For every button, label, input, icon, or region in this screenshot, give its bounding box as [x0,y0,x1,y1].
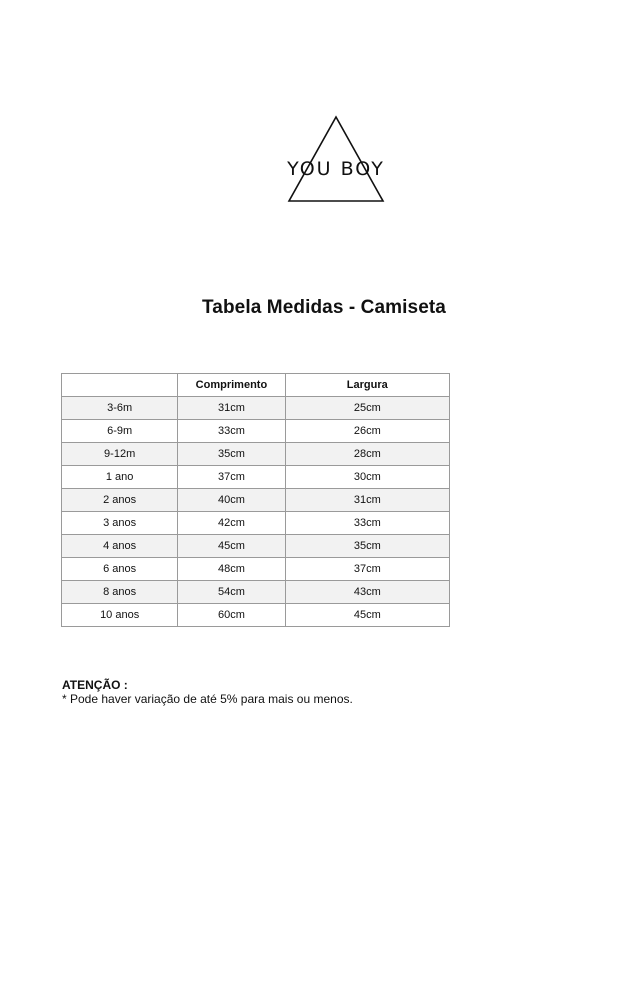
comprimento-cell: 60cm [178,604,285,627]
page-title: Tabela Medidas - Camiseta [202,297,446,318]
brand-logo [284,114,388,204]
comprimento-cell: 45cm [178,535,285,558]
table-row [62,443,450,466]
largura-cell: 31cm [285,489,449,512]
largura-cell: 37cm [285,558,449,581]
attention-note [62,678,353,706]
size-cell: 1 ano [62,466,178,489]
table-row [62,512,450,535]
size-cell: 8 anos [62,581,178,604]
comprimento-cell: 33cm [178,420,285,443]
header-comprimento: Comprimento [178,374,285,397]
comprimento-cell: 37cm [178,466,285,489]
table-row [62,397,450,420]
size-table [61,373,450,627]
comprimento-cell: 31cm [178,397,285,420]
attention-title: ATENÇÃO : [62,678,128,692]
size-cell: 3 anos [62,512,178,535]
comprimento-cell: 48cm [178,558,285,581]
table-row [62,420,450,443]
largura-cell: 30cm [285,466,449,489]
table-row [62,535,450,558]
table-row [62,466,450,489]
largura-cell: 25cm [285,397,449,420]
largura-cell: 45cm [285,604,449,627]
table-header-row [62,374,450,397]
size-cell: 3-6m [62,397,178,420]
comprimento-cell: 42cm [178,512,285,535]
size-cell: 2 anos [62,489,178,512]
size-cell: 4 anos [62,535,178,558]
largura-cell: 43cm [285,581,449,604]
logo-triangle-icon [284,114,388,204]
largura-cell: 26cm [285,420,449,443]
size-cell: 6 anos [62,558,178,581]
size-cell: 9-12m [62,443,178,466]
size-cell: 6-9m [62,420,178,443]
table-row [62,558,450,581]
largura-cell: 28cm [285,443,449,466]
largura-cell: 35cm [285,535,449,558]
header-size [62,374,178,397]
header-largura: Largura [285,374,449,397]
largura-cell: 33cm [285,512,449,535]
comprimento-cell: 54cm [178,581,285,604]
size-cell: 10 anos [62,604,178,627]
logo-text: YOU BOY [287,158,385,180]
table-row [62,581,450,604]
table-row [62,489,450,512]
comprimento-cell: 40cm [178,489,285,512]
attention-text: * Pode haver variação de até 5% para mais ou menos. [62,692,353,706]
table-row [62,604,450,627]
comprimento-cell: 35cm [178,443,285,466]
